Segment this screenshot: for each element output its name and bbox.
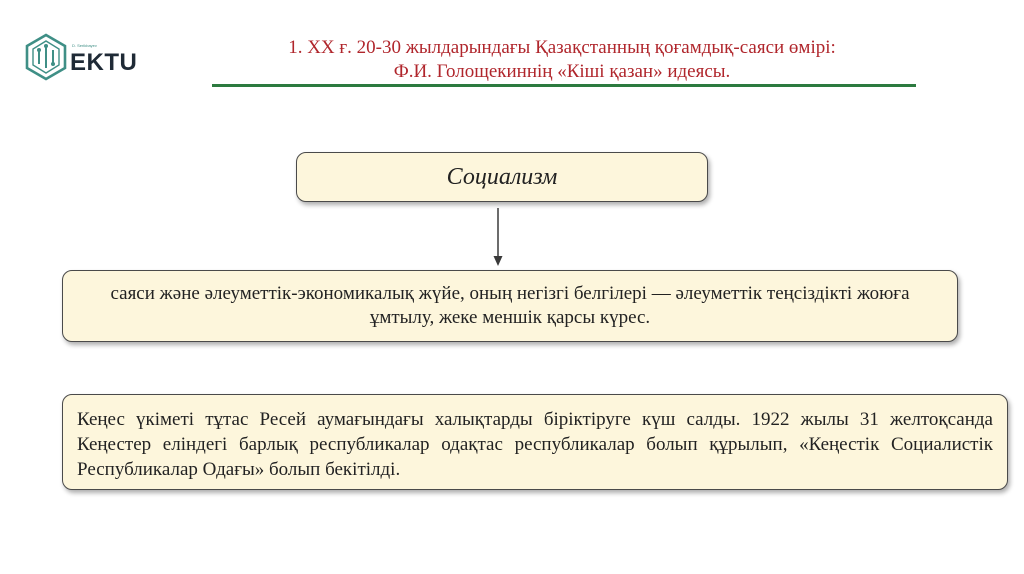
definition-box <box>62 270 958 342</box>
history-text: Кеңес үкіметі тұтас Ресей аумағындағы халықтарды біріктіруге күш салды. 1922 жылы 31 желтоқсанда Кеңестер еліндегі барлық республикалар одақтас республикалар болып құрылып, «Кеңестік Социалистік Республикалар Одағы» болып бекітілді. <box>77 409 993 480</box>
title-line-1: 1. XX ғ. 20-30 жылдарындағы Қазақстанның қоғамдық-саяси өмірі: <box>288 37 836 58</box>
ektu-logo <box>24 33 144 89</box>
title-underline <box>212 84 916 87</box>
term-label: Социализм <box>446 163 558 190</box>
term-box <box>296 152 708 202</box>
history-box <box>62 394 1008 490</box>
definition-text: саяси және әлеуметтік-экономикалық жүйе, оның негізгі белгілері — әлеуметтік теңсіздікті жоюға ұмтылу, жеке меншік қарсы күрес. <box>110 283 910 328</box>
page-title <box>200 36 924 84</box>
title-line-2: Ф.И. Голощекиннің «Кіші қазан» идеясы. <box>393 61 731 82</box>
logo-caption: D. Serikbayev <box>72 43 97 48</box>
logo-wordmark: EKTU <box>70 49 138 76</box>
circuit-shield-icon <box>24 33 68 81</box>
down-arrow-icon <box>490 208 506 268</box>
